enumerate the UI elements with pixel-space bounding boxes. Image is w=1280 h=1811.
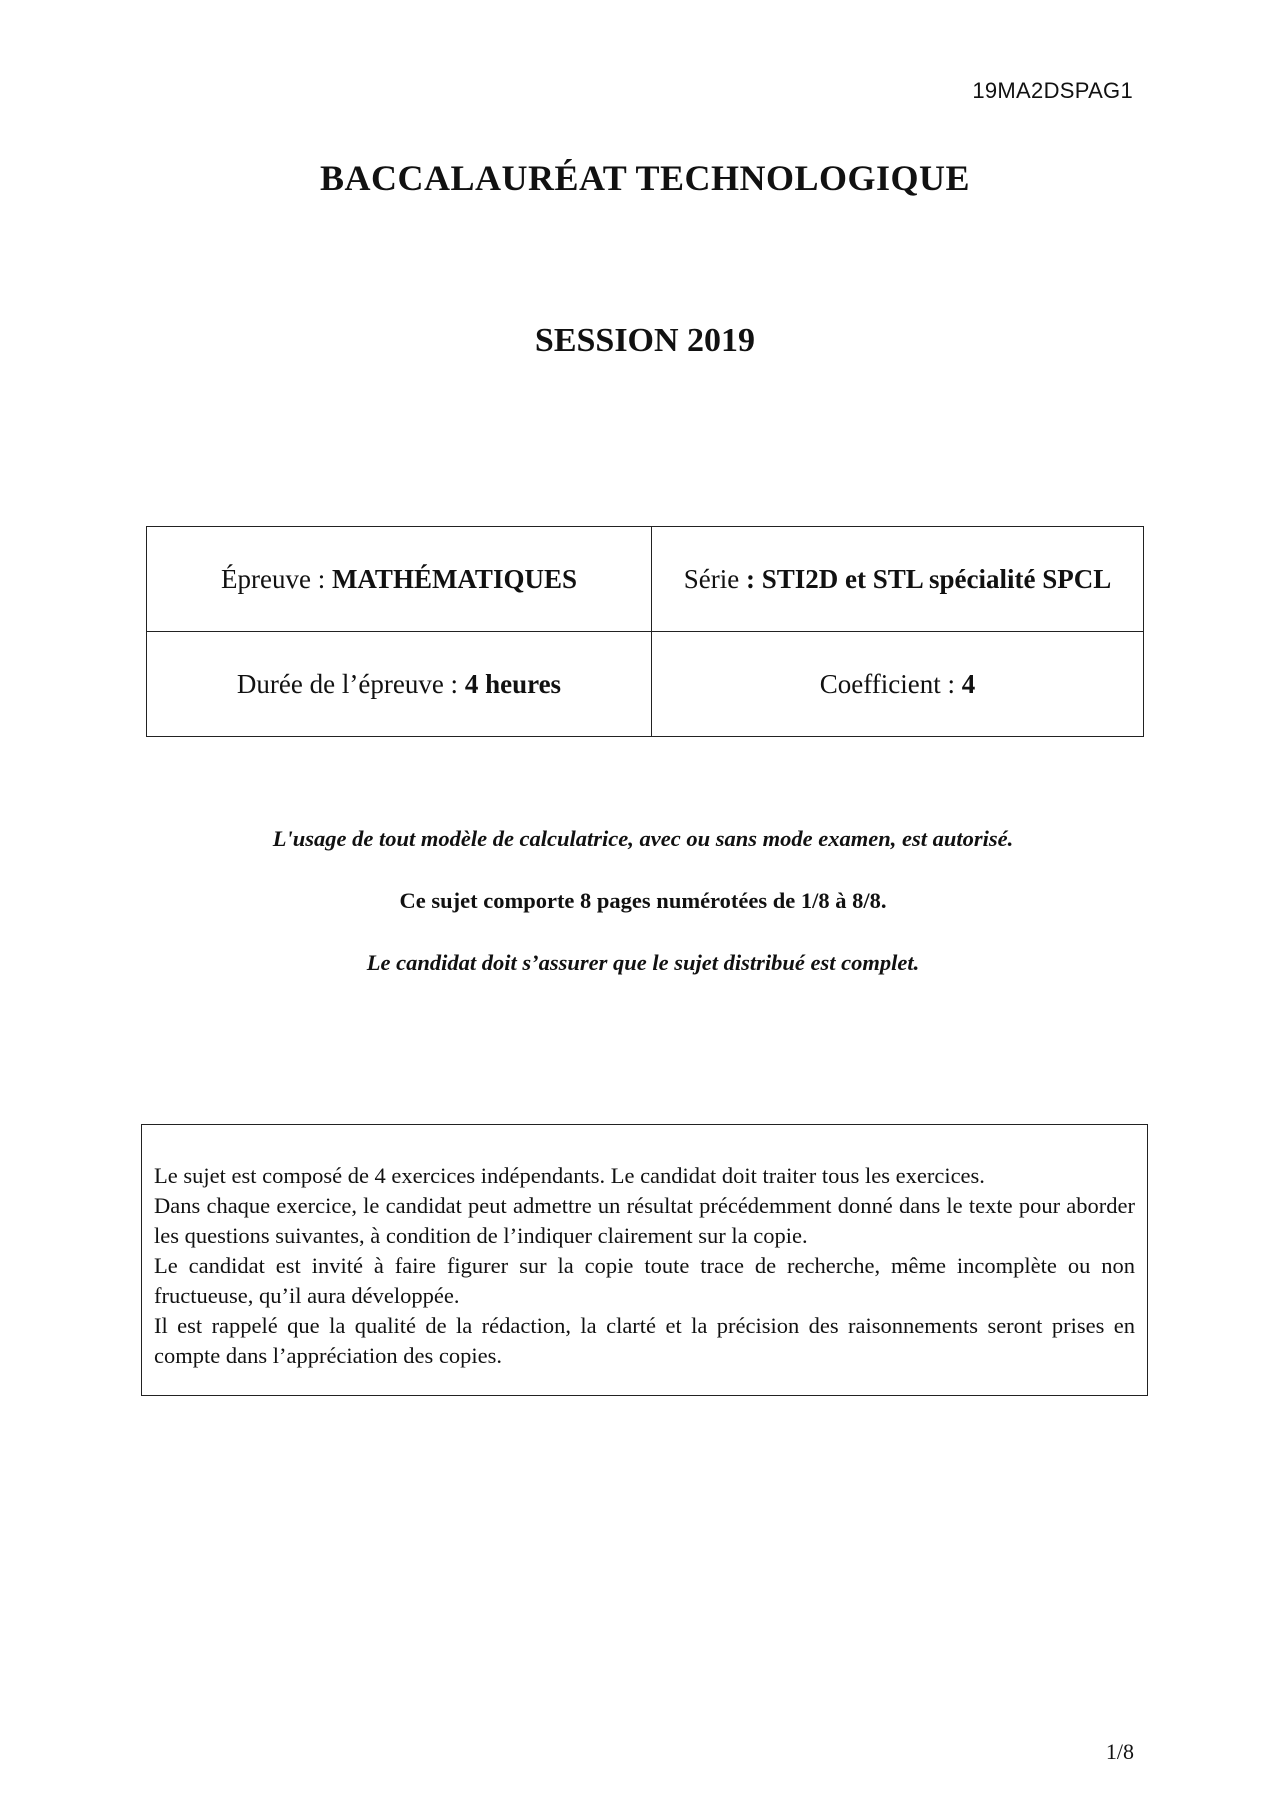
page-number: 1/8 (1105, 1739, 1134, 1764)
instruction-line: Dans chaque exercice, le candidat peut admettre un résultat précédemment donné dans le texte pour aborder les questions suivantes, à condition de l’indiquer clairement sur la copie. (154, 1193, 1135, 1248)
completeness-note: Le candidat doit s’assurer que le sujet distribué est complet. (366, 950, 920, 975)
coefficient-cell (652, 632, 1144, 737)
serie-label: Série (683, 563, 746, 594)
exam-notes (0, 826, 1280, 976)
coefficient-value: 4 (961, 668, 976, 699)
epreuve-label: Épreuve : (221, 563, 332, 594)
exam-info-table (146, 526, 1144, 737)
pages-note: Ce sujet comporte 8 pages numérotées de 1/8 à 8/8. (399, 888, 887, 913)
info-row-subject (147, 527, 1144, 632)
session-title: SESSION 2019 (534, 322, 756, 359)
epreuve-cell (147, 527, 652, 632)
duree-cell (147, 632, 652, 737)
instruction-line: Il est rappelé que la qualité de la rédaction, la clarté et la précision des raisonnements seront prises en compte dans l’appréciation des copies. (154, 1313, 1135, 1368)
instructions-box (141, 1124, 1148, 1396)
info-row-duration (147, 632, 1144, 737)
duree-label: Durée de l’épreuve : (236, 668, 465, 699)
exam-title: BACCALAURÉAT TECHNOLOGIQUE (319, 158, 971, 198)
epreuve-value: MATHÉMATIQUES (331, 563, 577, 594)
instruction-line: Le candidat est invité à faire figurer sur la copie toute trace de recherche, même incomplète ou non fructueuse, qu’il aura développée. (154, 1253, 1135, 1308)
serie-cell (652, 527, 1144, 632)
instruction-line: Le sujet est composé de 4 exercices indépendants. Le candidat doit traiter tous les exercices. (154, 1163, 985, 1188)
calculator-note: L'usage de tout modèle de calculatrice, avec ou sans mode examen, est autorisé. (272, 826, 1014, 851)
coefficient-label: Coefficient : (819, 668, 962, 699)
duree-value: 4 heures (464, 668, 562, 699)
subject-code: 19MA2DSPAG1 (972, 78, 1133, 103)
serie-value: : STI2D et STL spécialité SPCL (745, 563, 1112, 594)
